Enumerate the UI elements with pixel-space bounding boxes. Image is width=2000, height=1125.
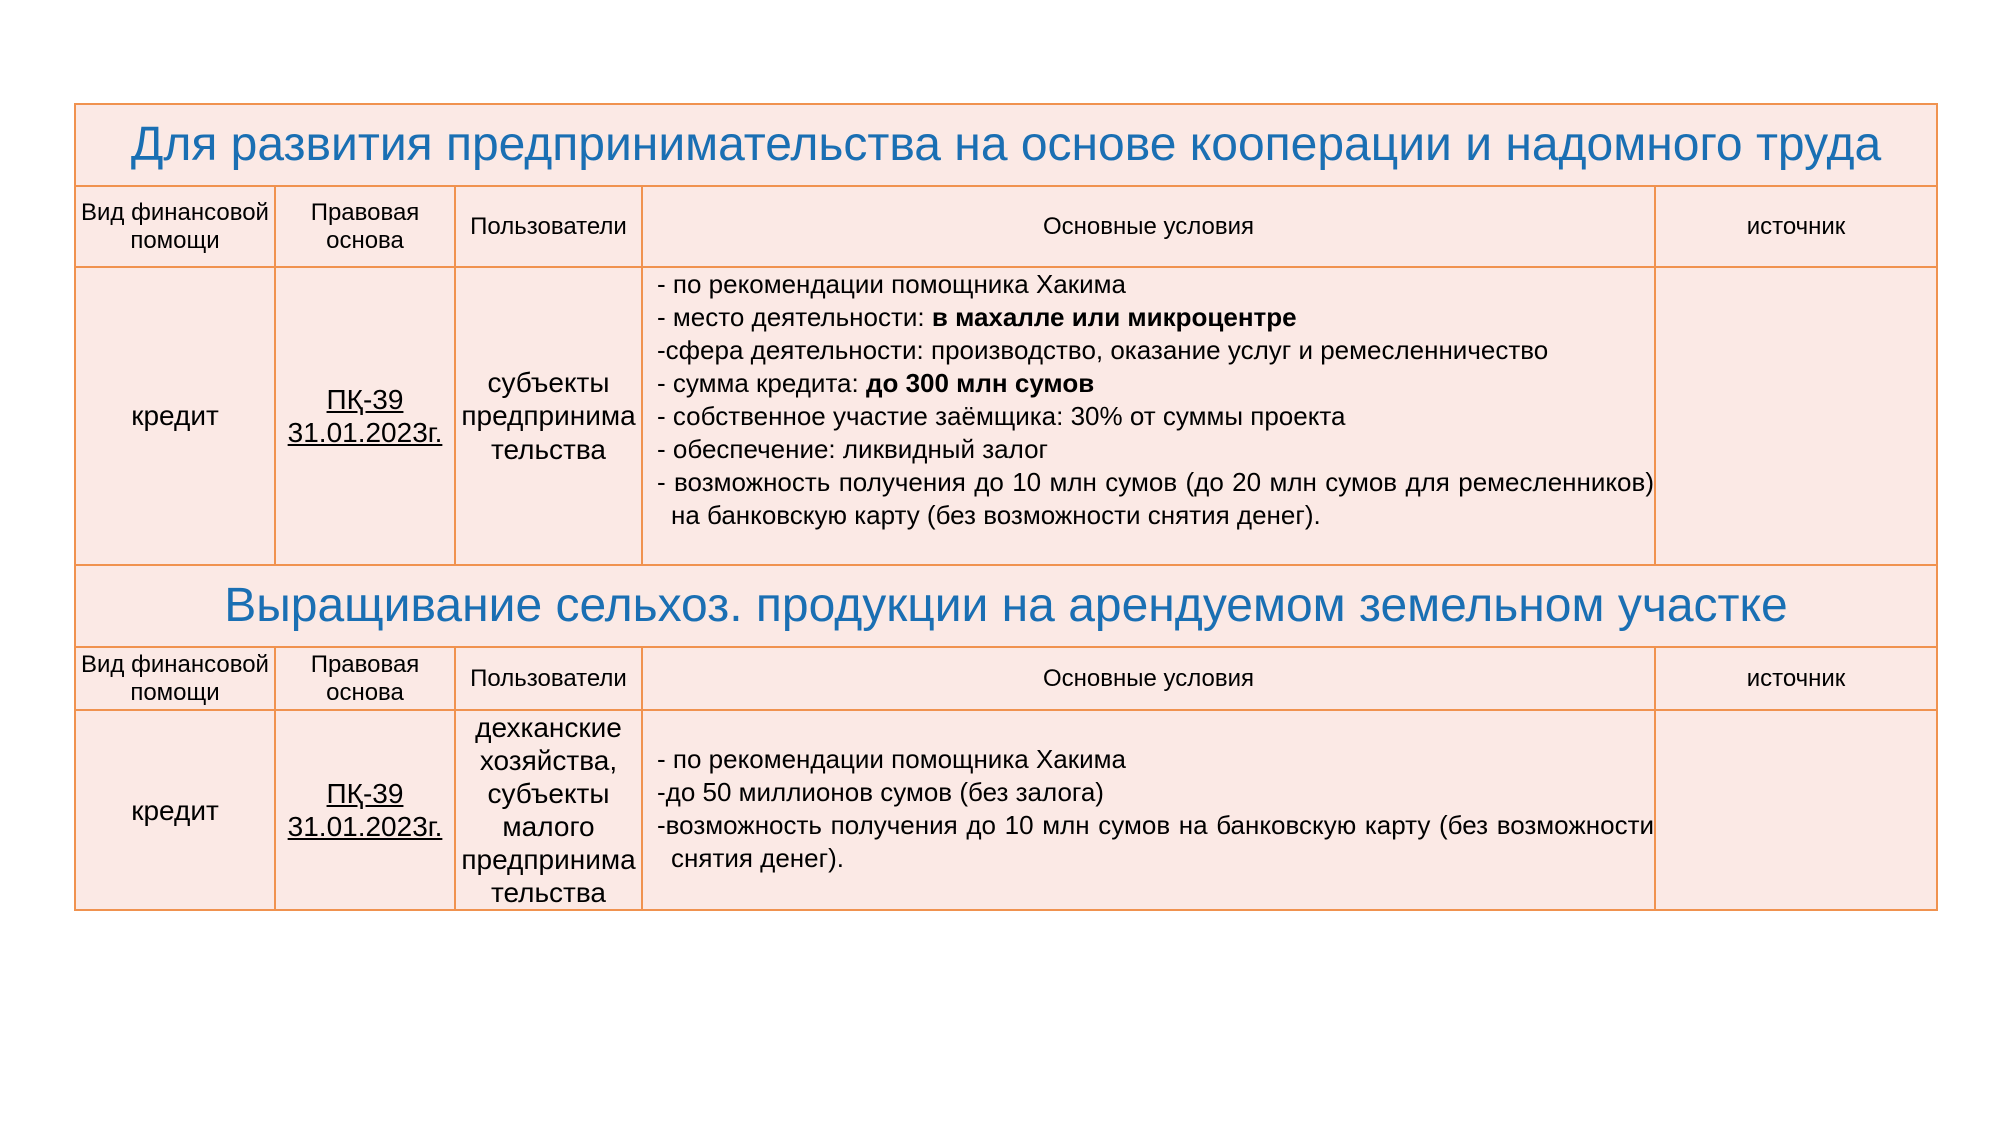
legal-doc[interactable]: ПҚ-39 bbox=[326, 383, 404, 415]
header-aid-type: Вид финансовой помощи bbox=[75, 647, 275, 710]
section1-data-row bbox=[75, 267, 1937, 565]
condition-item: - обеспечение: ликвидный залог bbox=[657, 434, 1049, 464]
condition-item: -до 50 миллионов сумов (без залога) bbox=[657, 777, 1104, 807]
legal-date[interactable]: 31.01.2023г. bbox=[287, 811, 443, 843]
section1-header-row bbox=[75, 186, 1937, 267]
source-cell bbox=[1655, 710, 1937, 910]
aid-type-cell: кредит bbox=[75, 710, 275, 910]
legal-date[interactable]: 31.01.2023г. bbox=[287, 417, 443, 448]
header-legal-basis: Правовая основа bbox=[275, 647, 455, 710]
legal-basis-cell[interactable] bbox=[275, 710, 455, 910]
conditions-cell bbox=[642, 267, 1655, 565]
legal-basis-link[interactable] bbox=[288, 384, 443, 448]
section2-header-row bbox=[75, 647, 1937, 710]
condition-item: -возможность получения до 10 млн сумов на банковскую карту (без возможности снятия денег). bbox=[657, 810, 1654, 873]
header-users: Пользователи bbox=[455, 647, 642, 710]
legal-basis-link[interactable] bbox=[288, 778, 443, 842]
users-cell: субъекты предпринима тельства bbox=[455, 267, 642, 565]
condition-item: - по рекомендации помощника Хакима bbox=[657, 269, 1126, 299]
condition-item: - собственное участие заёмщика: 30% от суммы проекта bbox=[657, 401, 1346, 431]
users-cell: дехканские хозяйства, субъекты малого предпринима тельства bbox=[455, 710, 642, 910]
financial-aid-table bbox=[74, 103, 1938, 911]
aid-type-cell: кредит bbox=[75, 267, 275, 565]
header-users: Пользователи bbox=[455, 186, 642, 267]
header-source: источник bbox=[1655, 186, 1937, 267]
legal-doc[interactable]: ПҚ-39 bbox=[326, 778, 404, 810]
condition-item: - сумма кредита: до 300 млн сумов bbox=[657, 368, 1095, 398]
conditions-cell bbox=[642, 710, 1655, 910]
source-cell bbox=[1655, 267, 1937, 565]
condition-item: - по рекомендации помощника Хакима bbox=[657, 744, 1126, 774]
section2-title: Выращивание сельхоз. продукции на арендуемом земельном участке bbox=[75, 565, 1937, 647]
header-conditions: Основные условия bbox=[642, 186, 1655, 267]
header-legal-basis: Правовая основа bbox=[275, 186, 455, 267]
header-source: источник bbox=[1655, 647, 1937, 710]
condition-item: - место деятельности: в махалле или микроцентре bbox=[657, 302, 1297, 332]
condition-item: - возможность получения до 10 млн сумов (до 20 млн сумов для ремесленников) на банковскую карту (без возможности снятия денег). bbox=[657, 467, 1654, 530]
header-aid-type: Вид финансовой помощи bbox=[75, 186, 275, 267]
section1-title-row bbox=[75, 104, 1937, 186]
section1-title: Для развития предпринимательства на основе кооперации и надомного труда bbox=[75, 104, 1937, 186]
section2-data-row bbox=[75, 710, 1937, 910]
condition-item: -сфера деятельности: производство, оказание услуг и ремесленничество bbox=[657, 335, 1549, 365]
legal-basis-cell[interactable] bbox=[275, 267, 455, 565]
section2-title-row bbox=[75, 565, 1937, 647]
header-conditions: Основные условия bbox=[642, 647, 1655, 710]
